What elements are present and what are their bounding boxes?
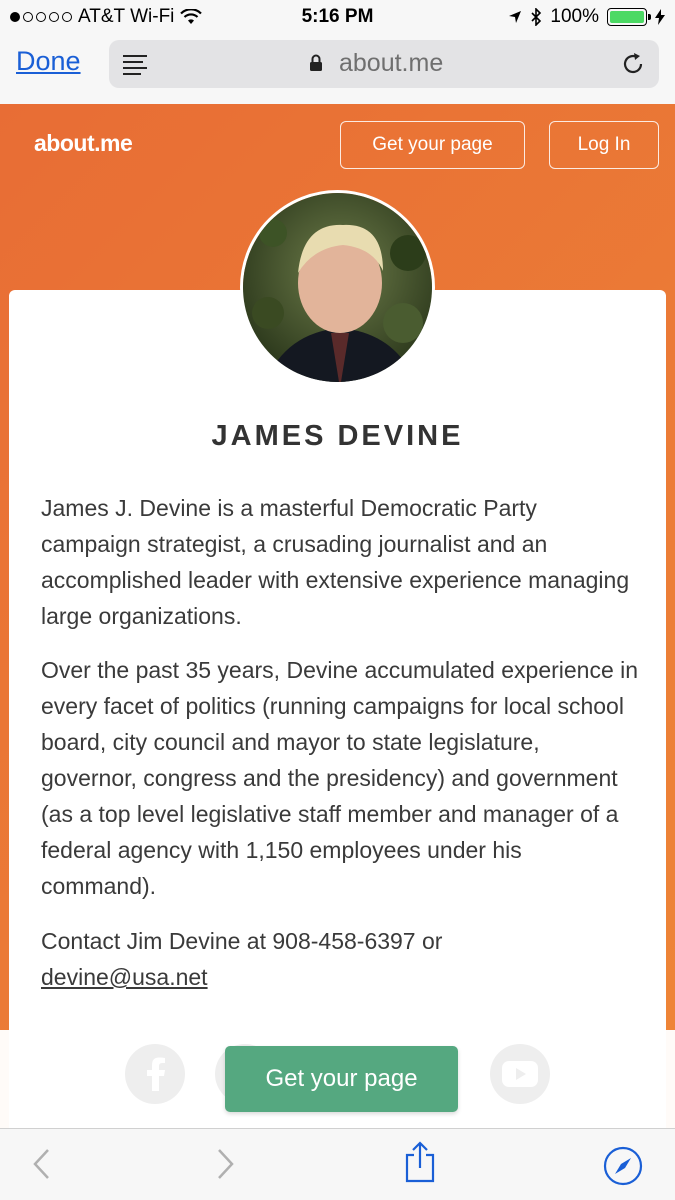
login-button[interactable]: Log In bbox=[549, 121, 659, 169]
share-icon[interactable] bbox=[403, 1141, 437, 1183]
carrier-label: AT&T Wi-Fi bbox=[78, 6, 175, 27]
back-icon[interactable] bbox=[30, 1147, 52, 1181]
safari-compass-icon[interactable] bbox=[603, 1146, 643, 1186]
reader-view-icon[interactable] bbox=[123, 55, 147, 79]
status-time: 5:16 PM bbox=[301, 6, 374, 27]
bio-paragraph-1: James J. Devine is a masterful Democratic Party campaign strategist, a crusading journalist and an accomplished leader with extensive experience managing large organizations. bbox=[41, 495, 630, 629]
facebook-icon[interactable] bbox=[125, 1044, 185, 1104]
cta-get-your-page-button[interactable]: Get your page bbox=[225, 1046, 458, 1112]
social-strip bbox=[0, 1030, 675, 1128]
location-arrow-icon bbox=[508, 10, 522, 24]
battery-icon bbox=[607, 8, 647, 26]
avatar bbox=[240, 190, 435, 385]
done-button[interactable]: Done bbox=[16, 46, 81, 76]
bluetooth-icon bbox=[530, 8, 542, 26]
browser-toolbar bbox=[0, 1128, 675, 1200]
contact-paragraph bbox=[41, 923, 641, 995]
browser-nav-bar bbox=[0, 34, 675, 104]
status-right bbox=[508, 6, 665, 28]
lock-icon bbox=[309, 54, 323, 72]
battery-percent: 100% bbox=[550, 6, 599, 27]
contact-text: Contact Jim Devine at 908-458-6397 or bbox=[41, 928, 443, 954]
youtube-icon[interactable] bbox=[490, 1044, 550, 1104]
forward-icon[interactable] bbox=[215, 1147, 237, 1181]
get-your-page-button[interactable]: Get your page bbox=[340, 121, 525, 169]
status-bar bbox=[0, 0, 675, 34]
bio-paragraph-2: Over the past 35 years, Devine accumulated experience in every facet of politics (running campaigns for local school board, city council and mayor to state legislature, governor, congress and the presidency) and government (as a top level legislative staff member and manager of a federal agency with 1,150 employees under his command). bbox=[41, 657, 639, 899]
charging-bolt-icon bbox=[655, 9, 665, 25]
reload-icon[interactable] bbox=[621, 52, 645, 76]
email-link[interactable]: devine@usa.net bbox=[41, 964, 208, 990]
profile-name: JAMES DEVINE bbox=[211, 420, 464, 452]
address-bar[interactable] bbox=[109, 40, 659, 88]
site-logo[interactable]: about.me bbox=[34, 130, 133, 156]
url-text: about.me bbox=[339, 49, 444, 77]
